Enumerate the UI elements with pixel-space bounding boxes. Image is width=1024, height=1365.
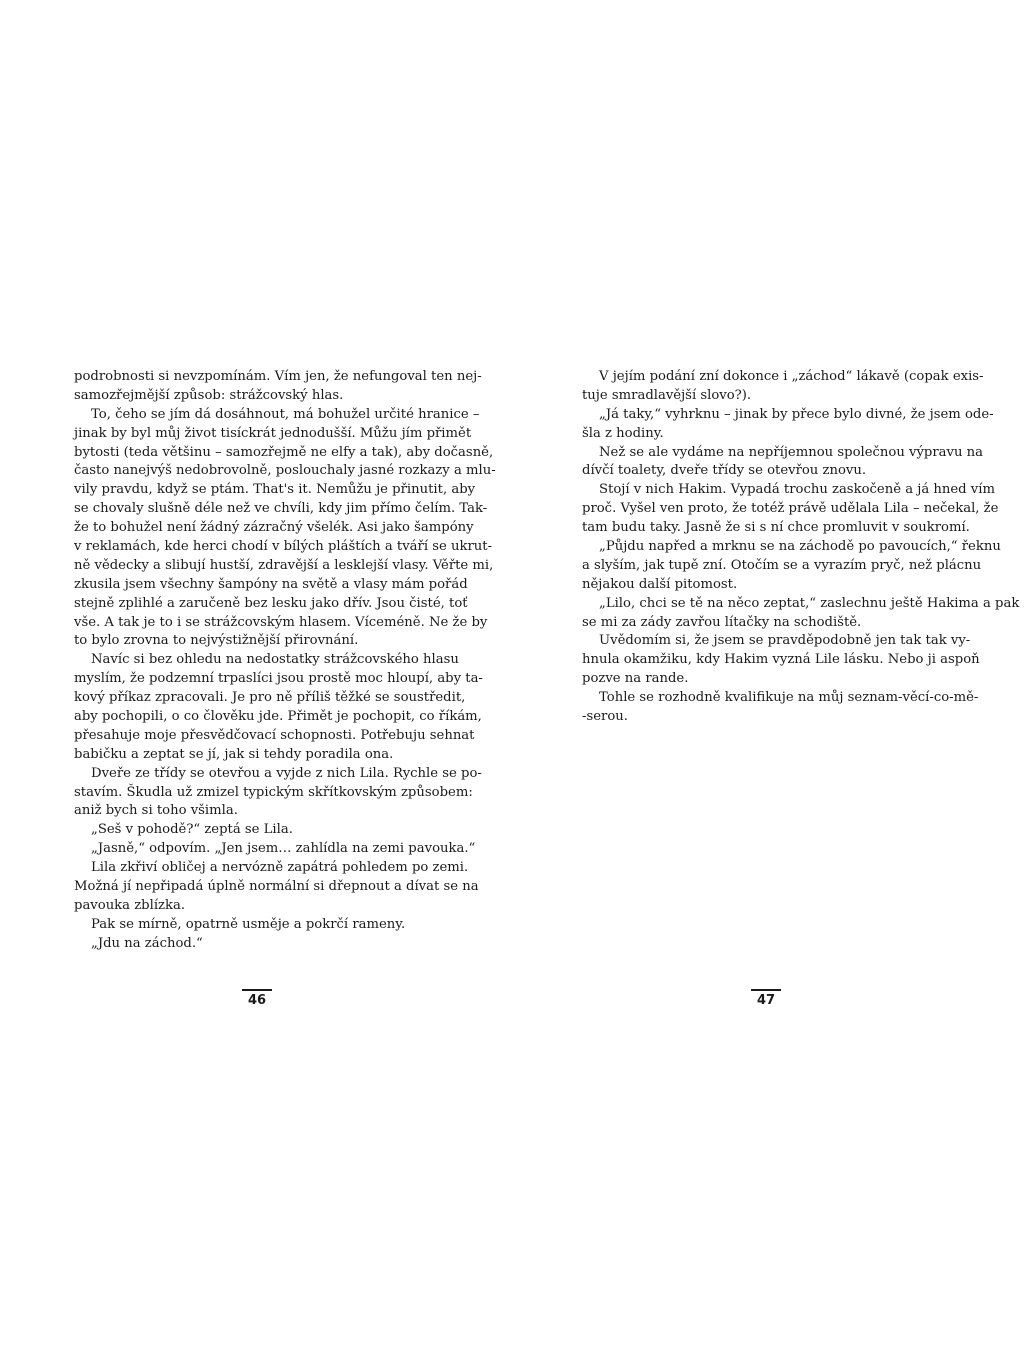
right-page-number: 47: [748, 992, 784, 1010]
text-line: kový příkaz zpracovali. Je pro ně příliš těžké se soustředit,: [74, 690, 466, 706]
text-line: tam budu taky. Jasně že si s ní chce promluvit v soukromí.: [582, 520, 970, 536]
text-line: proč. Vyšel ven proto, že totéž právě udělala Lila – nečekal, že: [582, 501, 999, 517]
text-line: dívčí toalety, dveře třídy se otevřou znovu.: [582, 463, 867, 479]
text-line: Tohle se rozhodně kvalifikuje na můj seznam-věcí-co-mě-: [599, 690, 979, 706]
text-line: „Jasně,“ odpovím. „Jen jsem… zahlídla na zemi pavouka.“: [91, 841, 476, 857]
text-line: „Půjdu napřed a mrknu se na záchodě po pavoucích,“ řeknu: [599, 539, 1001, 555]
text-line: pavouka zblízka.: [74, 897, 186, 913]
text-line: přesahuje moje přesvědčovací schopnosti. Potřebuju sehnat: [74, 727, 475, 743]
text-line: ně vědecky a slibují hustší, zdravější a lesklejší vlasy. Věřte mi,: [74, 557, 494, 573]
text-line: stejně zplihlé a zaručeně bez lesku jako dřív. Jsou čisté, toť: [74, 595, 468, 611]
text-line: babičku a zeptat se jí, jak si tehdy poradila ona.: [74, 746, 394, 762]
text-line: pozve na rande.: [582, 671, 689, 687]
text-line: To, čeho se jím dá dosáhnout, má bohužel určité hranice –: [91, 406, 480, 422]
text-line: vily pravdu, když se ptám. That's it. Nemůžu je přinutit, aby: [74, 482, 476, 498]
text-line: „Já taky,“ vyhrknu – jinak by přece bylo divné, že jsem ode-: [599, 406, 994, 422]
text-line: Uvědomím si, že jsem se pravděpodobně jen tak tak vy-: [599, 633, 971, 649]
text-line: často nanejvýš nedobrovolně, poslouchaly jasné rozkazy a mlu-: [74, 463, 496, 479]
text-line: vše. A tak je to i se strážcovským hlasem. Víceméně. Ne že by: [74, 614, 488, 630]
text-line: V jejím podání zní dokonce i „záchod“ lákavě (copak exis-: [599, 369, 984, 384]
text-line: se mi za zády zavřou lítačky na schodiště.: [582, 614, 862, 630]
text-line: Možná jí nepřipadá úplně normální si dřepnout a dívat se na: [74, 879, 479, 895]
text-line: šla z hodiny.: [582, 425, 664, 441]
text-line: stavím. Škudla už zmizel typickým skřítkovským způsobem:: [74, 784, 473, 800]
text-line: „Seš v pohodě?“ zeptá se Lila.: [91, 822, 293, 838]
text-line: Lila zkřiví obličej a nervózně zapátrá pohledem po zemi.: [91, 860, 469, 876]
left-page-text: [74, 368, 496, 954]
text-line: nějakou další pitomost.: [582, 576, 738, 592]
text-line: aby pochopili, o co člověku jde. Přimět je pochopit, co říkám,: [74, 709, 482, 725]
text-line: podrobnosti si nevzpomínám. Vím jen, že nefungoval ten nej-: [74, 369, 482, 384]
text-line: hnula okamžiku, kdy Hakim vyzná Lile lásku. Nebo ji aspoň: [582, 652, 980, 668]
left-page-number: 46: [239, 992, 275, 1010]
text-line: zkusila jsem všechny šampóny na světě a vlasy mám pořád: [74, 576, 468, 592]
text-line: aniž bych si toho všimla.: [74, 803, 238, 819]
text-line: Než se ale vydáme na nepříjemnou společnou výpravu na: [599, 444, 984, 460]
text-line: Pak se mírně, opatrně usměje a pokrčí rameny.: [91, 916, 406, 932]
right-page-text: [582, 368, 1020, 727]
text-line: myslím, že podzemní trpaslíci jsou prostě moc hloupí, aby ta-: [74, 671, 483, 687]
text-line: Dveře ze třídy se otevřou a vyjde z nich Lila. Rychle se po-: [91, 765, 482, 781]
text-line: bytosti (teda většinu – samozřejmě ne elfy a tak), aby dočasně,: [74, 444, 494, 460]
text-line: samozřejmější způsob: strážcovský hlas.: [74, 387, 344, 403]
text-line: Navíc si bez ohledu na nedostatky strážcovského hlasu: [91, 652, 459, 668]
text-line: -serou.: [582, 709, 628, 725]
text-line: a slyším, jak tupě zní. Otočím se a vyrazím pryč, než plácnu: [582, 557, 982, 573]
text-line: „Lilo, chci se tě na něco zeptat,“ zaslechnu ještě Hakima a pak: [599, 595, 1020, 611]
text-line: „Jdu na záchod.“: [91, 935, 203, 951]
text-line: to bylo zrovna to nejvýstižnější přirovnání.: [74, 633, 359, 649]
text-line: jinak by byl můj život tisíckrát jednodušší. Můžu jím přimět: [74, 425, 472, 441]
text-line: se chovaly slušně déle než ve chvíli, kdy jim přímo čelím. Tak-: [74, 501, 488, 517]
text-line: v reklamách, kde herci chodí v bílých pláštích a tváří se ukrut-: [74, 539, 493, 555]
text-line: tuje smradlavější slovo?).: [582, 387, 752, 403]
text-line: že to bohužel není žádný zázračný všelék. Asi jako šampóny: [74, 520, 474, 536]
text-line: Stojí v nich Hakim. Vypadá trochu zaskočeně a já hned vím: [599, 482, 995, 498]
